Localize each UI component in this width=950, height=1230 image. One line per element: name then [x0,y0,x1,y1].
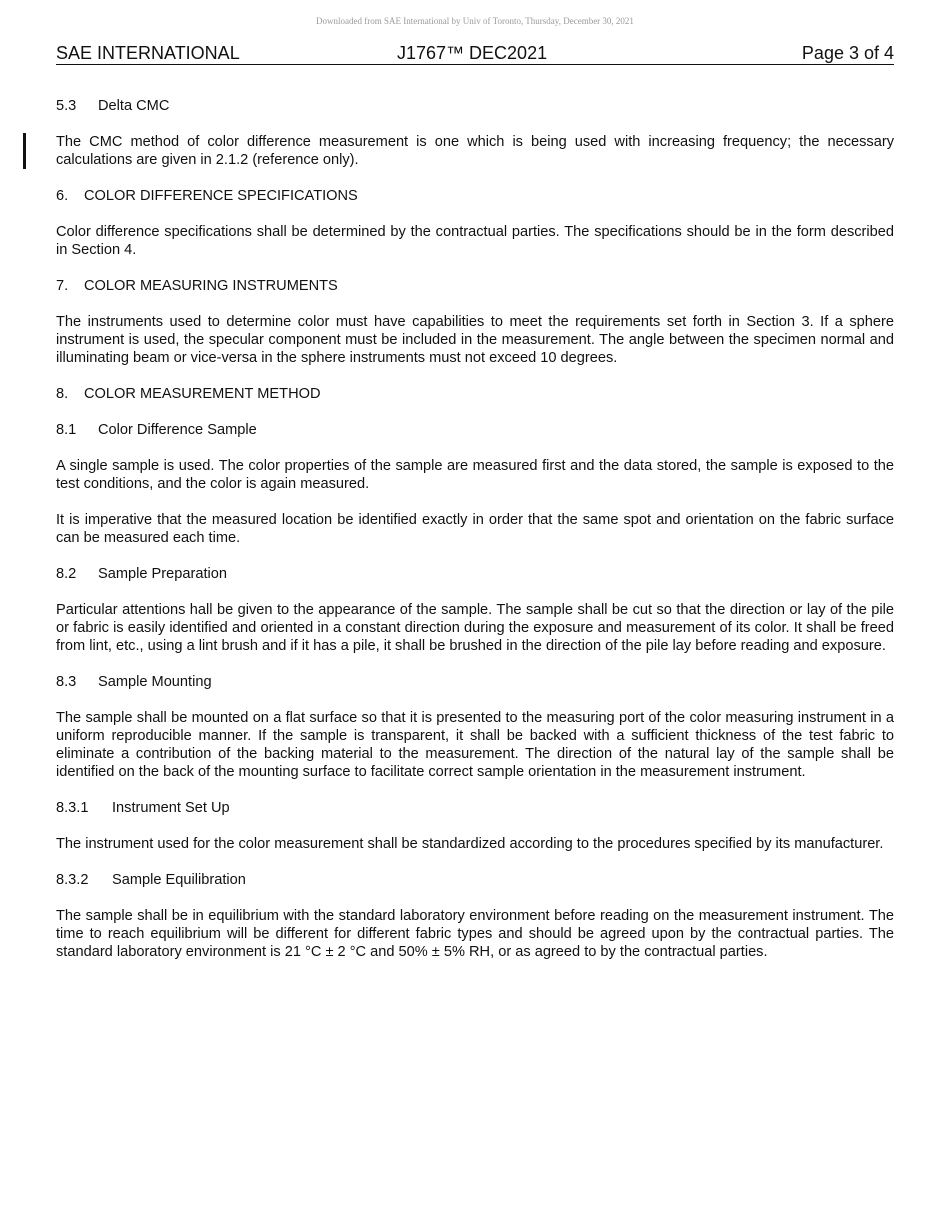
section-title: COLOR DIFFERENCE SPECIFICATIONS [84,188,358,204]
section-number: 8.1 [56,422,77,438]
download-watermark: Downloaded from SAE International by Univ of Toronto, Thursday, December 30, 2021 [316,16,634,26]
section-title: Instrument Set Up [112,800,230,816]
section-number: 8.2 [56,566,77,582]
section-heading-5-3 [56,97,894,115]
section-title: COLOR MEASUREMENT METHOD [84,386,321,402]
section-title: Sample Equilibration [112,872,246,888]
section-number: 8.3 [56,674,77,690]
section-title: Delta CMC [98,98,170,114]
section-number: 8.3.2 [56,872,89,888]
paragraph-8-1-b: It is imperative that the measured location be identified exactly in order that the same spot and orientation on the fabric surface can be measured each time. [56,512,894,546]
paragraph-8-3: The sample shall be mounted on a flat surface so that it is presented to the measuring port of the color measuring instrument in a uniform reproducible manner. If the sample is transparent, it shall be backed with a sufficient thickness of the test fabric to eliminate a contribution of the backing material to the measurement. The direction of the natural lay of the sample shall be identified on the back of the mounting surface to facilitate correct sample orientation in the measurement instrument. [56,710,894,780]
paragraph-6: Color difference specifications shall be determined by the contractual parties. The specifications should be in the form described in Section 4. [56,224,894,258]
header-page-number: Page 3 of 4 [801,43,894,63]
paragraph-8-3-2: The sample shall be in equilibrium with the standard laboratory environment before reading on the measurement instrument. The time to reach equilibrium will be different for different fabric types and should be agreed upon by the contractual parties. The standard laboratory environment is 21 °C ± 2 °C and 50% ± 5% RH, or as agreed to by the contractual parties. [56,908,894,960]
document-body [56,97,894,979]
section-number: 6. [56,188,69,204]
section-number: 7. [56,278,69,294]
paragraph-7: The instruments used to determine color must have capabilities to meet the requirements set forth in Section 3. If a sphere instrument is used, the specular component must be included in the measurement. The angle between the specimen normal and illuminating beam or vice-versa in the sphere instruments must not exceed 10 degrees. [56,314,894,366]
paragraph-5-3: The CMC method of color difference measurement is one which is being used with increasing frequency; the necessary calculations are given in 2.1.2 (reference only). [56,134,894,168]
revision-change-bar [23,133,26,169]
section-heading-8-3-2 [56,871,894,889]
section-number: 8.3.1 [56,800,89,816]
header-doc-id: J1767™ DEC2021 [397,43,548,63]
page-header [56,43,894,65]
section-heading-7 [56,277,894,295]
section-title: Sample Preparation [98,566,227,582]
section-title: Sample Mounting [98,674,212,690]
section-heading-8 [56,385,894,403]
header-org: SAE INTERNATIONAL [56,43,240,63]
section-number: 5.3 [56,98,77,114]
section-title: COLOR MEASURING INSTRUMENTS [84,278,338,294]
paragraph-8-2: Particular attentions hall be given to the appearance of the sample. The sample shall be cut so that the direction or lay of the pile or fabric is easily identified and oriented in a constant direction during the exposure and measurement of its color. It shall be freed from lint, etc., using a lint brush and if it has a pile, it shall be brushed in the direction of the pile lay before reading and exposure. [56,602,894,654]
paragraph-8-1-a: A single sample is used. The color properties of the sample are measured first and the data stored, the sample is exposed to the test conditions, and the color is again measured. [56,458,894,492]
section-title: Color Difference Sample [98,422,257,438]
section-heading-6 [56,187,894,205]
section-heading-8-1 [56,421,894,439]
section-number: 8. [56,386,69,402]
paragraph-8-3-1: The instrument used for the color measurement shall be standardized according to the procedures specified by its manufacturer. [56,836,884,852]
section-heading-8-3 [56,673,894,691]
section-heading-8-2 [56,565,894,583]
section-heading-8-3-1 [56,799,894,817]
